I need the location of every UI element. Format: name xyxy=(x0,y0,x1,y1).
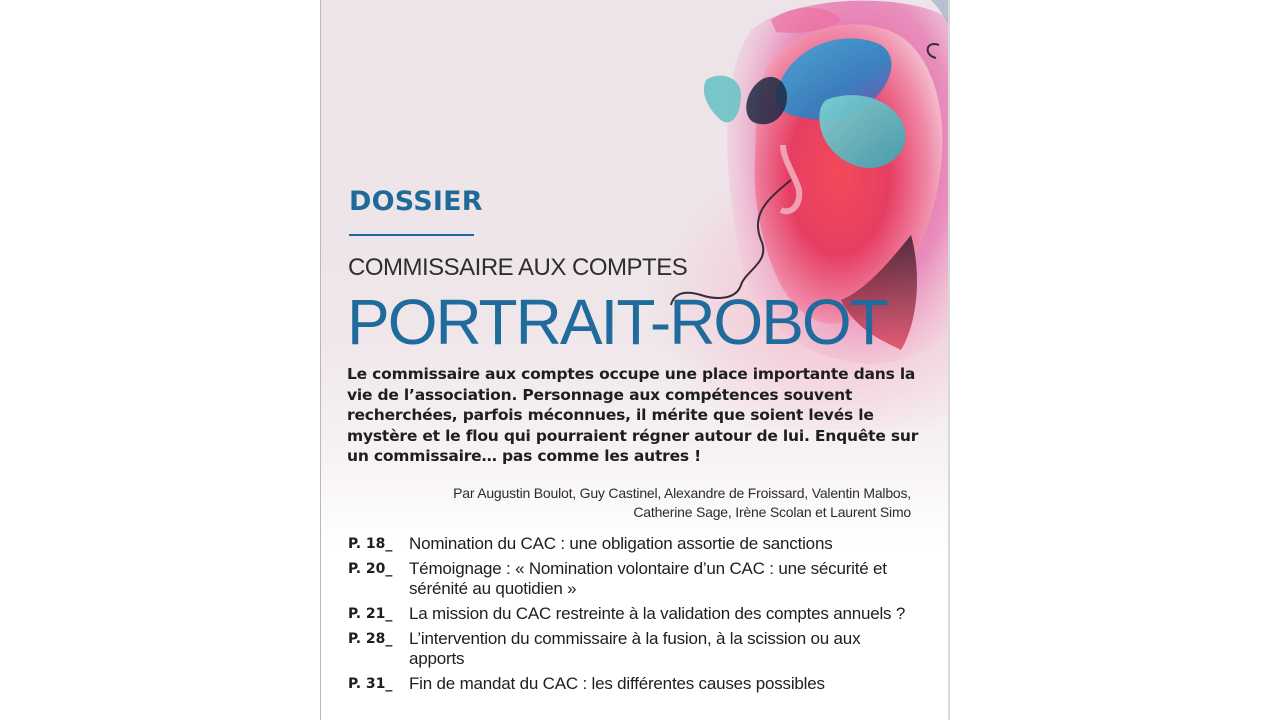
article-lead: Le commissaire aux comptes occupe une place importante dans la vie de l’association. Personnage aux compétences souvent recherchées, parfois méconnues, il mérite que soient levés le mystère et le flou qui pourraient régner autour de lui. Enquête sur un commissaire… pas comme les autres ! xyxy=(347,365,919,465)
toc-entry-text: La mission du CAC restreinte à la validation des comptes annuels ? xyxy=(409,604,906,623)
toc-item[interactable] xyxy=(348,674,908,694)
article-authors xyxy=(411,484,911,522)
article-subtitle: COMMISSAIRE AUX COMPTES xyxy=(348,254,688,281)
toc-entry-text: Nomination du CAC : une obligation assortie de sanctions xyxy=(409,534,833,553)
toc-page-number: P. 20_ xyxy=(348,561,393,577)
toc-item[interactable] xyxy=(348,559,908,599)
toc-page-number: P. 31_ xyxy=(348,676,393,692)
authors-line-2: Catherine Sage, Irène Scolan et Laurent Simo xyxy=(633,504,911,520)
toc-page-number: P. 18_ xyxy=(348,536,393,552)
magazine-page xyxy=(320,0,950,720)
toc-item[interactable] xyxy=(348,629,908,669)
toc-page-number: P. 21_ xyxy=(348,606,393,622)
article-title: PORTRAIT-ROBOT xyxy=(347,286,887,358)
toc-page-number: P. 28_ xyxy=(348,631,393,647)
toc-item[interactable] xyxy=(348,534,908,554)
toc-entry-text: Fin de mandat du CAC : les différentes causes possibles xyxy=(409,674,825,693)
page-edge xyxy=(948,0,950,720)
table-of-contents xyxy=(348,534,908,699)
toc-item[interactable] xyxy=(348,604,908,624)
authors-line-1: Par Augustin Boulot, Guy Castinel, Alexandre de Froissard, Valentin Malbos, xyxy=(453,485,911,501)
toc-entry-text: Témoignage : « Nomination volontaire d’un CAC : une sécurité et sérénité au quotidien » xyxy=(409,559,887,598)
toc-entry-text: L’intervention du commissaire à la fusion, à la scission ou aux apports xyxy=(409,629,861,668)
kicker-underline xyxy=(349,234,474,236)
section-kicker: DOSSIER xyxy=(349,186,483,217)
